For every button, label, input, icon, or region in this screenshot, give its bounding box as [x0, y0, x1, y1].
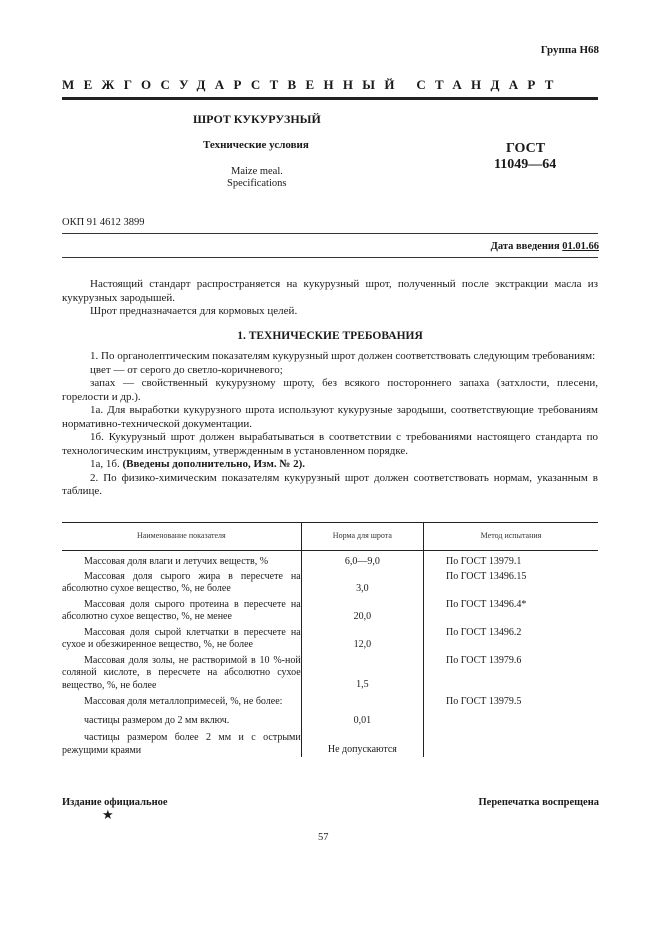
- table-row: [62, 596, 598, 624]
- table-row: [62, 727, 598, 757]
- table-cell-norm: Не допускаются: [301, 727, 423, 757]
- table-cell-name: Массовая доля металлопримесей, %, не более:: [84, 696, 283, 707]
- table-cell-name: Массовая доля золы, не растворимой в 10 %-ной соляной кислоте, в пересчете на абсолютно сухое вещество, %, не более: [62, 654, 301, 691]
- amendment-note: [62, 458, 598, 472]
- requirement-paragraph: 1. По органолептическим показателям кукурузный шрот должен соответствовать следующим требованиям:: [90, 350, 596, 362]
- header-divider: [62, 97, 598, 100]
- document-title: ШРОТ КУКУРУЗНЫЙ: [193, 112, 321, 126]
- introduction-date: [491, 241, 599, 252]
- group-code: Группа Н68: [540, 44, 599, 56]
- okp-code: ОКП 91 4612 3899: [62, 217, 145, 228]
- table-row: [62, 692, 598, 709]
- table-cell-norm: 3,0: [301, 569, 423, 596]
- english-title: Maize meal.: [231, 166, 283, 177]
- english-subtitle: Specifications: [227, 178, 287, 189]
- requirement-paragraph: цвет — от серого до светло-коричневого;: [90, 363, 283, 376]
- table-cell-method: По ГОСТ 13496.15: [446, 570, 527, 582]
- requirement-paragraph: запах — свойственный кукурузному шроту, без всякого постороннего запаха (затхлости, плесени, горелости и др.).: [62, 377, 598, 403]
- requirements-section: [62, 350, 598, 499]
- column-header-name: Наименование показателя: [62, 523, 301, 551]
- table-cell-name: Массовая доля сырого протеина в пересчете на абсолютно сухое вещество, %, не менее: [62, 598, 301, 622]
- table-cell-name: частицы размером до 2 мм включ.: [84, 714, 230, 726]
- introduction-date-label: Дата введения: [490, 241, 563, 252]
- table-row: [62, 652, 598, 693]
- table-cell-norm: [301, 692, 423, 709]
- okp-divider: [62, 233, 598, 234]
- date-divider: [62, 257, 598, 258]
- table-cell-method: [424, 727, 598, 757]
- table-row: [62, 709, 598, 728]
- table-cell-norm: 12,0: [301, 624, 423, 652]
- requirement-paragraph: 2. По физико-химическим показателям кукурузный шрот должен соответствовать нормам, указанным в таблице.: [62, 471, 598, 497]
- gost-number: 11049—64: [494, 157, 557, 172]
- requirement-paragraph: 1б. Кукурузный шрот должен вырабатываться в соответствии с требованиями настоящего стандарта по технологическим инструкциям, утвержденным в установленном порядке.: [62, 431, 598, 457]
- document-subtitle: Технические условия: [203, 139, 309, 151]
- introduction-date-value: 01.01.66: [562, 241, 599, 252]
- intro-paragraph: Шрот предназначается для кормовых целей.: [90, 305, 298, 317]
- reprint-prohibited: Перепечатка воспрещена: [478, 797, 599, 808]
- standard-banner: МЕЖГОСУДАРСТВЕННЫЙ СТАНДАРТ: [62, 77, 563, 92]
- section-title: 1. ТЕХНИЧЕСКИЕ ТРЕБОВАНИЯ: [237, 330, 423, 342]
- table-cell-method: [424, 709, 598, 728]
- table-cell-name: частицы размером более 2 мм и с острыми режущими краями: [62, 732, 301, 756]
- table-row: [62, 569, 598, 596]
- gost-label: ГОСТ: [506, 141, 546, 156]
- table-cell-name: Массовая доля влаги и летучих веществ, %: [84, 556, 269, 567]
- amendment-bold: (Введены дополнительно, Изм. № 2).: [122, 458, 306, 470]
- page-number: 57: [318, 832, 329, 843]
- table-row: [62, 551, 598, 569]
- table-cell-name: Массовая доля сырого жира в пересчете на абсолютно сухое вещество, %, не более: [62, 570, 301, 594]
- column-header-norm: Норма для шрота: [301, 523, 423, 551]
- table-cell-method: По ГОСТ 13979.5: [446, 696, 522, 707]
- table-cell-norm: 20,0: [301, 596, 423, 624]
- intro-section: [62, 278, 598, 319]
- column-header-method: Метод испытания: [424, 523, 598, 551]
- table-header-row: [62, 523, 598, 551]
- table-cell-method: По ГОСТ 13979.6: [446, 654, 522, 666]
- official-edition: Издание официальное: [62, 797, 168, 808]
- star-icon: ★: [102, 807, 114, 822]
- table-cell-norm: 1,5: [301, 652, 423, 693]
- table-cell-norm: 6,0—9,0: [301, 551, 423, 569]
- table-cell-norm: 0,01: [301, 709, 423, 728]
- specification-table: [62, 522, 598, 757]
- intro-paragraph: Настоящий стандарт распространяется на кукурузный шрот, полученный после экстракции масла из кукурузных зародышей.: [62, 278, 598, 304]
- table-cell-method: По ГОСТ 13496.2: [446, 626, 522, 638]
- table-cell-name: Массовая доля сырой клетчатки в пересчете на сухое и обезжиренное вещество, %, не более: [62, 626, 301, 650]
- table-cell-method: По ГОСТ 13496.4*: [446, 598, 527, 610]
- amendment-prefix: 1а, 1б.: [90, 458, 123, 470]
- table-row: [62, 624, 598, 652]
- table-cell-method: По ГОСТ 13979.1: [446, 556, 522, 567]
- requirement-paragraph: 1а. Для выработки кукурузного шрота используют кукурузные зародыши, соответствующие требованиям нормативно-технической документации.: [62, 404, 598, 430]
